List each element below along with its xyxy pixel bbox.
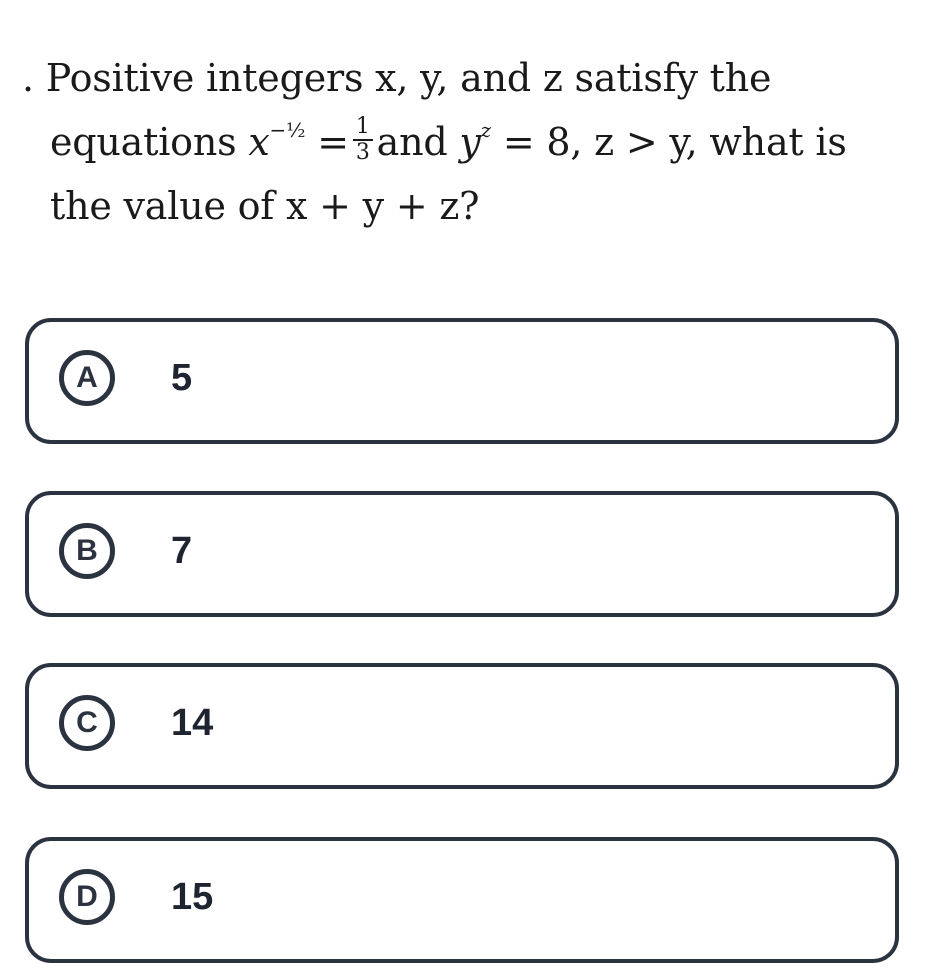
fraction-one-third — [353, 115, 373, 165]
question-line-1-text: Positive integers x, y, and z satisfy the — [45, 56, 772, 100]
fraction-denominator: 3 — [355, 139, 370, 165]
option-value: 5 — [171, 357, 193, 399]
answer-option-c[interactable] — [25, 663, 899, 789]
option-letter-badge: B — [59, 523, 115, 579]
fraction-numerator: 1 — [353, 115, 373, 141]
y-exponent: z — [480, 118, 492, 142]
x-variable: x — [248, 120, 270, 164]
question-prefix: . — [22, 56, 34, 100]
question-line-2 — [22, 110, 912, 174]
question-line-3: the value of x + y + z? — [50, 184, 480, 228]
option-value: 7 — [171, 530, 193, 572]
equals-sign: = — [317, 120, 349, 164]
option-value: 14 — [171, 702, 214, 744]
and-text: and — [376, 120, 448, 164]
y-variable: y — [459, 120, 481, 164]
answer-option-a[interactable] — [25, 318, 899, 444]
option-value: 15 — [171, 876, 214, 918]
question-line-2-start: equations — [50, 120, 237, 164]
question-text — [22, 46, 912, 238]
question-line-2-rest: = 8, z > y, what is — [502, 120, 847, 164]
option-letter-badge: C — [59, 695, 115, 751]
x-exponent: −½ — [269, 118, 306, 142]
answer-option-b[interactable] — [25, 491, 899, 617]
answer-option-d[interactable] — [25, 837, 899, 963]
option-letter-badge: D — [59, 869, 115, 925]
option-letter-badge: A — [59, 350, 115, 406]
question-line-1 — [22, 46, 912, 110]
